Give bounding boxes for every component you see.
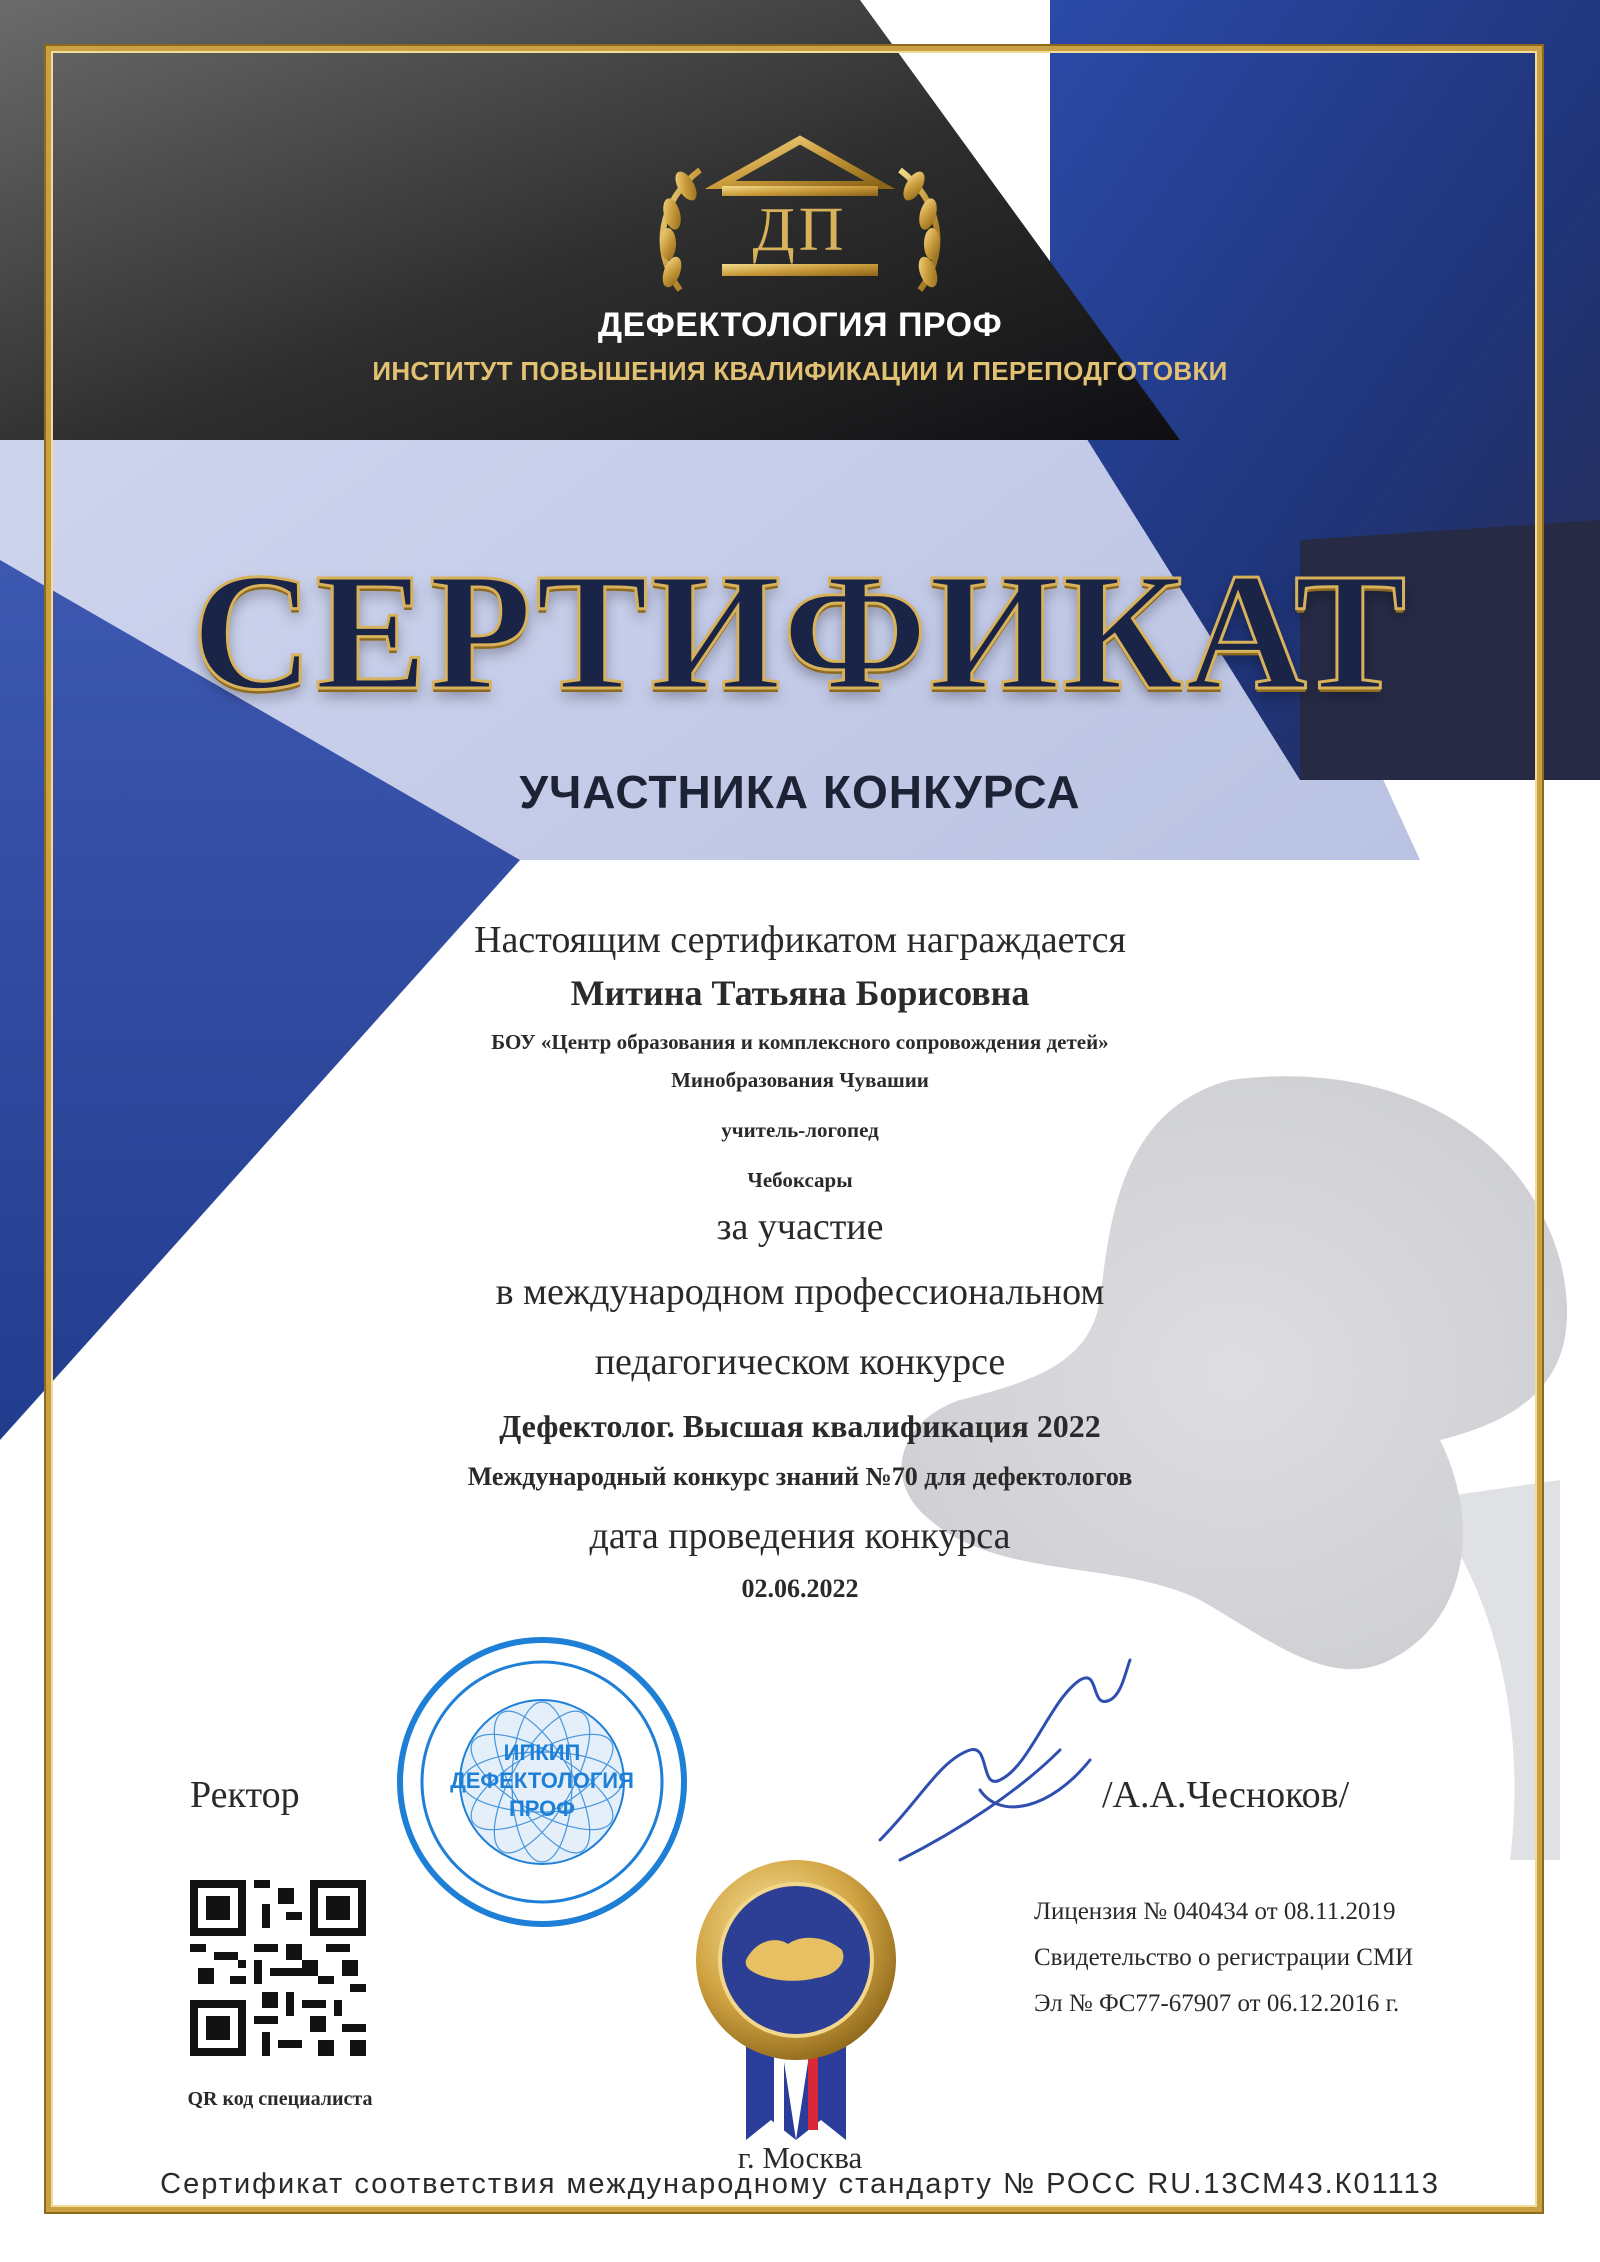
contest-line2: педагогическом конкурсе — [594, 1341, 1006, 1383]
footer-city: г. Москва — [737, 2140, 863, 2175]
stamp-line3: ПРОФ — [508, 1796, 576, 1821]
contest-line1: в международном профессиональном — [495, 1271, 1105, 1313]
signature-role: Ректор — [190, 1774, 300, 1816]
brand-name: ДЕФЕКТОЛОГИЯ ПРОФ — [597, 306, 1003, 344]
footer-standard: Сертификат соответствия международному стандарту № РОСС RU.13СМ43.К01113 — [160, 2168, 1440, 2200]
license-line3: Эл № ФС77-67907 от 06.12.2016 г. — [1034, 1990, 1400, 2017]
stamp-line2: ДЕФЕКТОЛОГИЯ — [450, 1768, 634, 1793]
city: Чебоксары — [747, 1168, 853, 1192]
signature-name: /А.А.Чесноков/ — [1102, 1774, 1350, 1816]
license-line2: Свидетельство о регистрации СМИ — [1034, 1944, 1414, 1971]
qr-caption: QR код специалиста — [187, 2088, 373, 2110]
logo-letters: ДП — [752, 196, 848, 264]
date-label: дата проведения конкурса — [589, 1515, 1011, 1557]
organization-line2: Минобразования Чувашии — [671, 1068, 929, 1092]
recipient-name: Митина Татьяна Борисовна — [570, 973, 1030, 1013]
contest-subname: Международный конкурс знаний №70 для дефектологов — [467, 1462, 1133, 1491]
brand-tagline: ИНСТИТУТ ПОВЫШЕНИЯ КВАЛИФИКАЦИИ И ПЕРЕПОДГОТОВКИ — [372, 356, 1228, 386]
qr-code[interactable] — [190, 1880, 366, 2056]
awarded-line: Настоящим сертификатом награждается — [474, 919, 1126, 961]
position: учитель-логопед — [721, 1118, 879, 1142]
official-stamp — [392, 1632, 692, 1932]
certificate-subtitle: УЧАСТНИКА КОНКУРСА — [519, 766, 1081, 818]
rector-signature — [860, 1640, 1140, 1880]
certificate-title: СЕРТИФИКАТ — [191, 539, 1409, 725]
license-line1: Лицензия № 040434 от 08.11.2019 — [1034, 1898, 1396, 1925]
stamp-line1: ИПКИП — [503, 1740, 581, 1765]
gold-medal — [676, 1850, 916, 2150]
contest-date: 02.06.2022 — [741, 1574, 859, 1603]
for-participation: за участие — [716, 1206, 884, 1248]
organization-line1: БОУ «Центр образования и комплексного сопровождения детей» — [491, 1030, 1109, 1054]
contest-name: Дефектолог. Высшая квалификация 2022 — [499, 1408, 1101, 1444]
